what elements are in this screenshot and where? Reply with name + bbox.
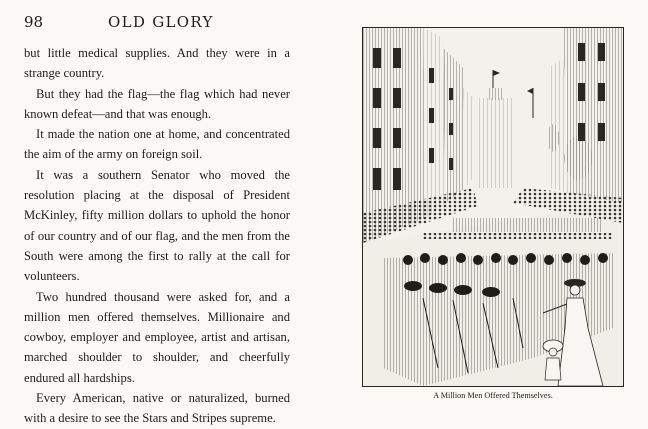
paragraph: Every American, native or naturalized, burned with a desire to see the Stars and Stripes supreme.	[24, 391, 290, 426]
paragraph: It was a southern Senator who moved the resolution placing at the disposal of President McKinley, fifty million dollars to uphold the honor of our country and of our flag, and the men from the South were among the first to rally at the call for volunteers.	[24, 167, 290, 284]
running-head: OLD GLORY	[108, 13, 214, 31]
illustration-caption: A Million Men Offered Themselves.	[433, 391, 553, 400]
paragraph: but little medical supplies. And they were in a strange country.	[24, 46, 290, 81]
engraving-image	[363, 28, 623, 386]
illustration	[362, 27, 624, 387]
page-number: 98	[24, 13, 44, 31]
left-page	[0, 0, 318, 426]
right-page	[330, 0, 648, 422]
body-text	[24, 43, 290, 429]
paragraph: It made the nation one at home, and concentrated the aim of the army on foreign soil.	[24, 127, 290, 162]
paragraph: Two hundred thousand were asked for, and a million men offered themselves. Millionaire and cowboy, employer and employee, artist and artisan, marched shoulder to shoulder, and cheerfully endured all hardships.	[24, 289, 290, 385]
paragraph: But they had the flag—the flag which had never known defeat—and that was enough.	[24, 86, 290, 121]
